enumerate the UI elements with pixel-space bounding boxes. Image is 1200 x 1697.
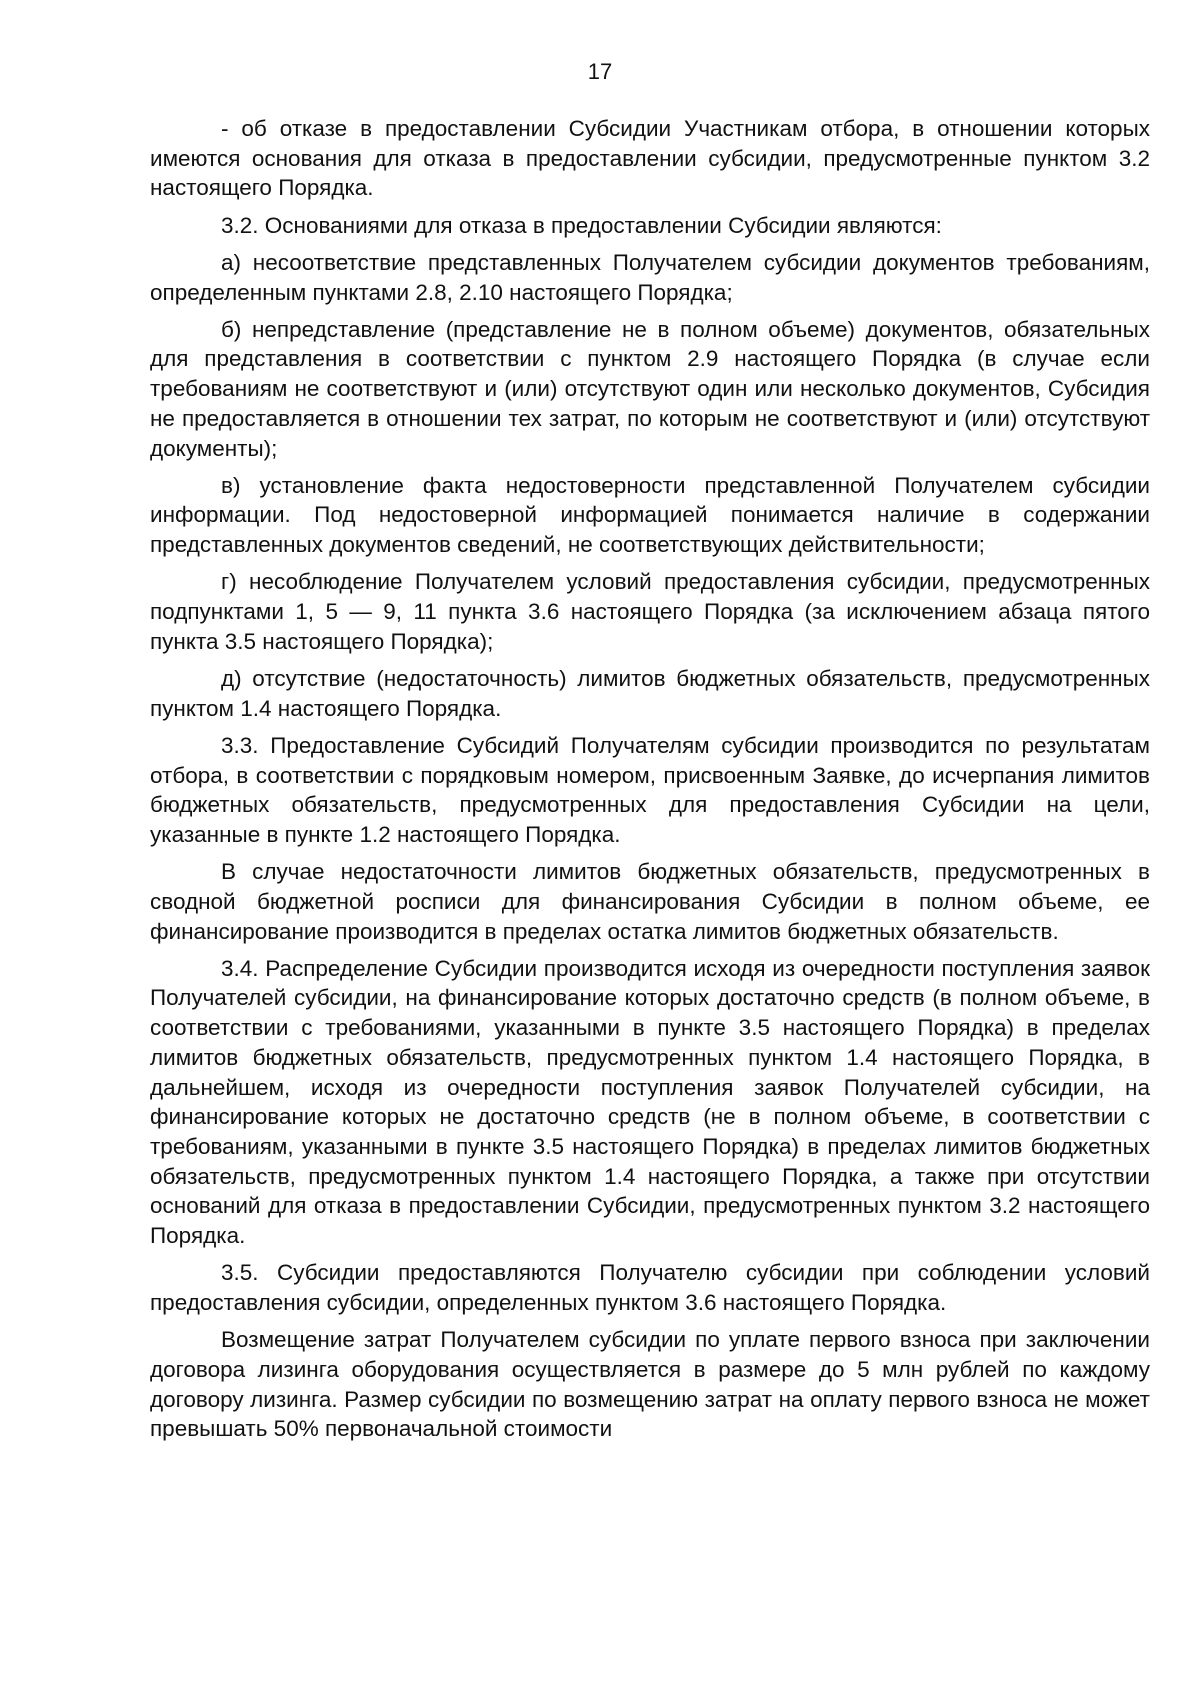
paragraph-3-2-a: а) несоответствие представленных Получателем субсидии документов требованиям, определенным пунктами 2.8, 2.10 настоящего Порядка;: [150, 249, 1150, 305]
paragraph-reimbursement: Возмещение затрат Получателем субсидии по уплате первого взноса при заключении договора лизинга оборудования осуществляется в размере до 5 млн рублей по каждому договору лизинга. Размер субсидии по возмещению затрат на оплату первого взноса не может превышать 50% первоначальной стоимости: [150, 1327, 1150, 1442]
paragraph-3-2-v: в) установление факта недостоверности представленной Получателем субсидии информации. Под недостоверной информацией понимается наличие в содержании представленных документов сведений, не соответствующих действительности;: [150, 472, 1150, 558]
paragraph-3-2-b: б) непредставление (представление не в полном объеме) документов, обязательных для представления в соответствии с пунктом 2.9 настоящего Порядка (в случае если требованиям не соответствуют и (или) отсутствуют один или несколько документов, Субсидия не предоставляется в отношении тех затрат, по которым не соответствуют и (или) отсутствуют документы);: [150, 316, 1150, 461]
paragraph-3-3: 3.3. Предоставление Субсидий Получателям субсидии производится по результатам отбора, в соответствии с порядковым номером, присвоенным Заявке, до исчерпания лимитов бюджетных обязательств, предусмотренных для предоставления Субсидии на цели, указанные в пункте 1.2 настоящего Порядка.: [150, 732, 1150, 847]
paragraph-3-5: 3.5. Субсидии предоставляются Получателю субсидии при соблюдении условий предоставления субсидии, определенных пунктом 3.6 настоящего Порядка.: [150, 1260, 1150, 1316]
paragraph-3-3-insufficiency: В случае недостаточности лимитов бюджетных обязательств, предусмотренных в сводной бюджетной росписи для финансирования Субсидии в полном объеме, ее финансирование производится в пределах остатка лимитов бюджетных обязательств.: [150, 859, 1150, 944]
paragraph-3-2-g: г) несоблюдение Получателем условий предоставления субсидии, предусмотренных подпунктами 1, 5 — 9, 11 пункта 3.6 настоящего Порядка (за исключением абзаца пятого пункта 3.5 настоящего Порядка);: [150, 569, 1150, 654]
paragraph-3-2-heading: 3.2. Основаниями для отказа в предоставлении Субсидии являются:: [221, 212, 942, 238]
paragraph-refusal-participants: - об отказе в предоставлении Субсидии Участникам отбора, в отношении которых имеются основания для отказа в предоставлении субсидии, предусмотренные пунктом 3.2 настоящего Порядка.: [150, 116, 1150, 201]
paragraph-3-4: 3.4. Распределение Субсидии производится исходя из очередности поступления заявок Получателей субсидии, на финансирование которых достаточно средств (в полном объеме, в соответствии с требованиями, указанными в пункте 3.5 настоящего Порядка) в пределах лимитов бюджетных обязательств, предусмотренных пунктом 1.4 настоящего Порядка, в дальнейшем, исходя из очередности поступления заявок Получателей субсидии, на финансирование которых не достаточно средств (не в полном объеме, в соответствии с требованиям, указанными в пункте 3.5 настоящего Порядка) в пределах лимитов бюджетных обязательств, предусмотренных пунктом 1.4 настоящего Порядка, а также при отсутствии оснований для отказа в предоставлении Субсидии, предусмотренных пунктом 3.2 настоящего Порядка.: [150, 955, 1150, 1249]
document-body: [150, 114, 1150, 1452]
paragraph-3-2-d: д) отсутствие (недостаточность) лимитов бюджетных обязательств, предусмотренных пунктом 1.4 настоящего Порядка.: [150, 665, 1150, 721]
page-number: 17: [587, 59, 613, 84]
